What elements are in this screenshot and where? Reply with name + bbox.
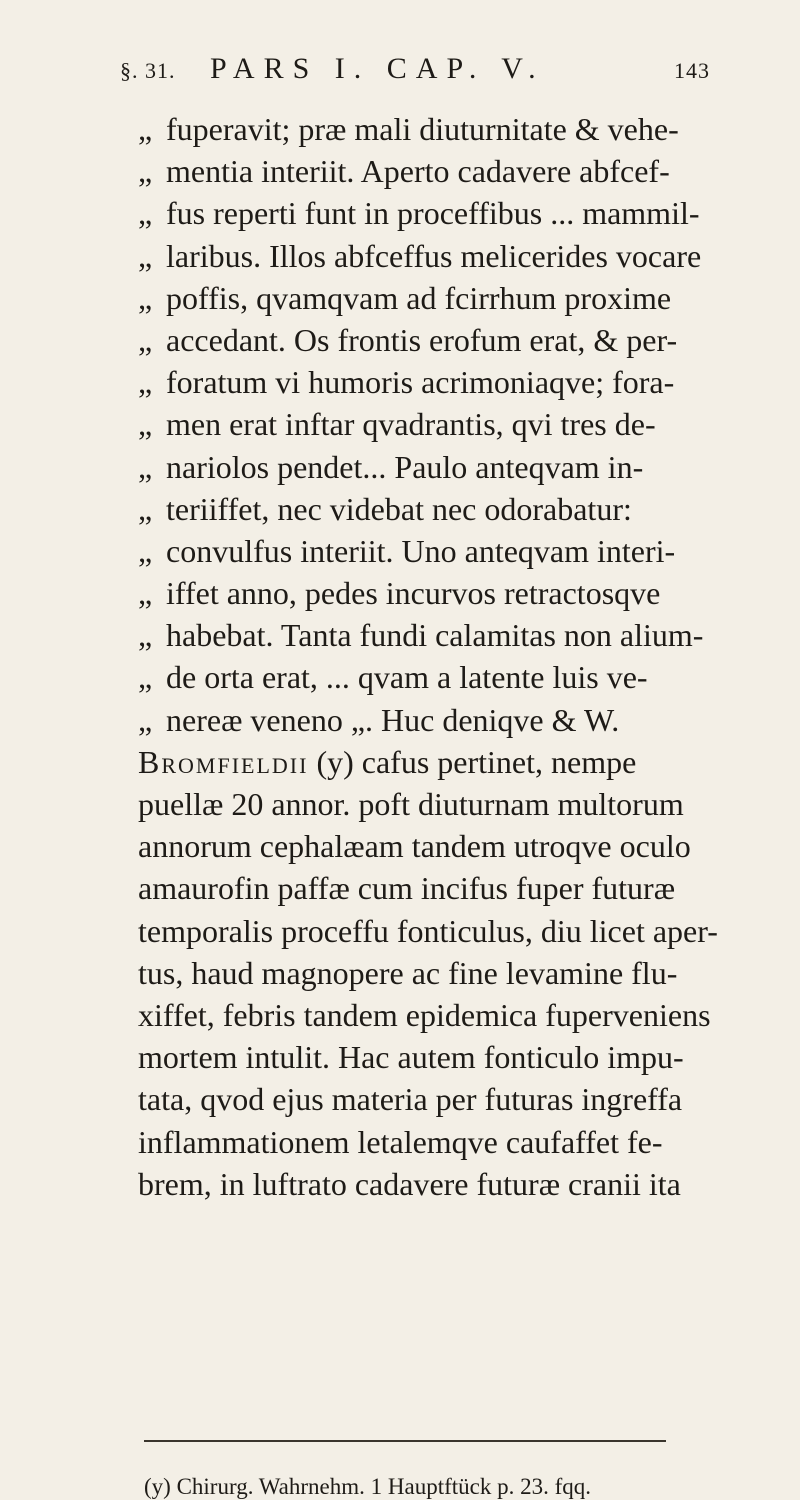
quoted-text: accedant. Os frontis erofum erat, & per- bbox=[166, 321, 678, 358]
text-line bbox=[0, 910, 800, 952]
quoted-text: nereæ veneno „. Huc deniqve & W. bbox=[166, 701, 620, 738]
text-line bbox=[0, 108, 800, 150]
text-line bbox=[0, 783, 800, 825]
text-line bbox=[0, 1163, 800, 1205]
text-line bbox=[0, 1036, 800, 1078]
text-line bbox=[0, 994, 800, 1036]
section-number: §. 31. bbox=[120, 58, 176, 83]
text-line bbox=[0, 572, 800, 614]
quoted-text: fus reperti funt in proceffibus ... mammil- bbox=[166, 195, 700, 232]
body-text: puellæ 20 annor. poft diuturnam multorum bbox=[138, 786, 684, 822]
body-text: mortem intulit. Hac autem fonticulo impu- bbox=[138, 1039, 684, 1076]
quoted-text: laribus. Illos abfceffus melicerides vocare bbox=[166, 237, 702, 274]
body-text: tata, qvod ejus materia per futuras ingreffa bbox=[138, 1081, 683, 1118]
text-line bbox=[0, 150, 800, 192]
text-line bbox=[0, 1078, 800, 1120]
quote-mark: „ bbox=[138, 364, 153, 401]
quoted-text: de orta erat, ... qvam a latente luis ve- bbox=[166, 659, 648, 696]
text-line bbox=[0, 1121, 800, 1163]
name-line-rest: (y) cafus pertinet, nempe bbox=[308, 743, 637, 780]
body-text: tus, haud magnopere ac fine levamine flu- bbox=[138, 954, 678, 991]
quote-mark: „ bbox=[138, 406, 153, 443]
quote-mark: „ bbox=[138, 279, 153, 316]
quoted-text: nariolos pendet... Paulo anteqvam in- bbox=[166, 448, 644, 485]
quoted-text: men erat inftar qvadrantis, qvi tres de- bbox=[166, 406, 656, 443]
text-line bbox=[0, 867, 800, 909]
footnote: (y) Chirurg. Wahrnehm. 1 Hauptftück p. 23. fqq. bbox=[144, 1474, 591, 1499]
text-line bbox=[0, 825, 800, 867]
text-line bbox=[0, 235, 800, 277]
quoted-text: fuperavit; præ mali diuturnitate & vehe- bbox=[166, 111, 679, 147]
quoted-text: foratum vi humoris acrimoniaqve; fora- bbox=[166, 364, 675, 401]
author-name: Bromfieldii bbox=[138, 743, 309, 780]
running-title: PARS I. CAP. V. bbox=[210, 52, 545, 85]
quote-mark: „ bbox=[138, 701, 153, 738]
body-text: brem, in luftrato cadavere futuræ cranii ita bbox=[138, 1165, 681, 1202]
text-line bbox=[0, 614, 800, 656]
text-line bbox=[0, 741, 800, 783]
body-text: xiffet, febris tandem epidemica fuperveniens bbox=[138, 996, 711, 1033]
text-line bbox=[0, 319, 800, 361]
text-line bbox=[0, 403, 800, 445]
quoted-text: convulfus interiit. Uno anteqvam interi- bbox=[166, 532, 676, 569]
running-header bbox=[120, 52, 710, 92]
text-line bbox=[0, 530, 800, 572]
quote-mark: „ bbox=[138, 532, 153, 569]
quote-mark: „ bbox=[138, 237, 153, 274]
quote-mark: „ bbox=[138, 659, 153, 696]
quote-mark: „ bbox=[138, 448, 153, 485]
quote-mark: „ bbox=[138, 195, 153, 232]
name-reference-line bbox=[138, 741, 636, 783]
text-line bbox=[0, 656, 800, 698]
body-text: temporalis proceffu fonticulus, diu licet aper- bbox=[138, 912, 718, 949]
quote-mark: „ bbox=[138, 321, 153, 358]
quoted-text: iffet anno, pedes incurvos retractosqve bbox=[166, 575, 661, 612]
text-line bbox=[0, 488, 800, 530]
text-line bbox=[0, 277, 800, 319]
quoted-text: teriiffet, nec videbat nec odorabatur: bbox=[166, 490, 632, 527]
text-line bbox=[0, 192, 800, 234]
quote-mark: „ bbox=[138, 490, 153, 527]
quote-mark: „ bbox=[138, 617, 153, 654]
footnote-rule bbox=[144, 1440, 666, 1442]
text-line bbox=[0, 446, 800, 488]
body-text: inflammationem letalemqve caufaffet fe- bbox=[138, 1123, 663, 1160]
page-number: 143 bbox=[674, 58, 710, 83]
text-line bbox=[0, 361, 800, 403]
quote-mark: „ bbox=[138, 575, 153, 612]
text-line bbox=[0, 699, 800, 741]
quoted-text: habebat. Tanta fundi calamitas non alium- bbox=[166, 617, 704, 654]
quoted-text: poffis, qvamqvam ad fcirrhum proxime bbox=[166, 279, 672, 316]
quote-mark: „ bbox=[138, 153, 153, 190]
main-text bbox=[0, 108, 800, 1205]
quoted-text: mentia interiit. Aperto cadavere abfcef- bbox=[166, 153, 670, 190]
body-text: annorum cephalæam tandem utroqve oculo bbox=[138, 828, 691, 865]
text-line bbox=[0, 952, 800, 994]
quote-mark: „ bbox=[138, 111, 153, 147]
body-text: amaurofin paffæ cum incifus fuper futuræ bbox=[138, 870, 676, 907]
